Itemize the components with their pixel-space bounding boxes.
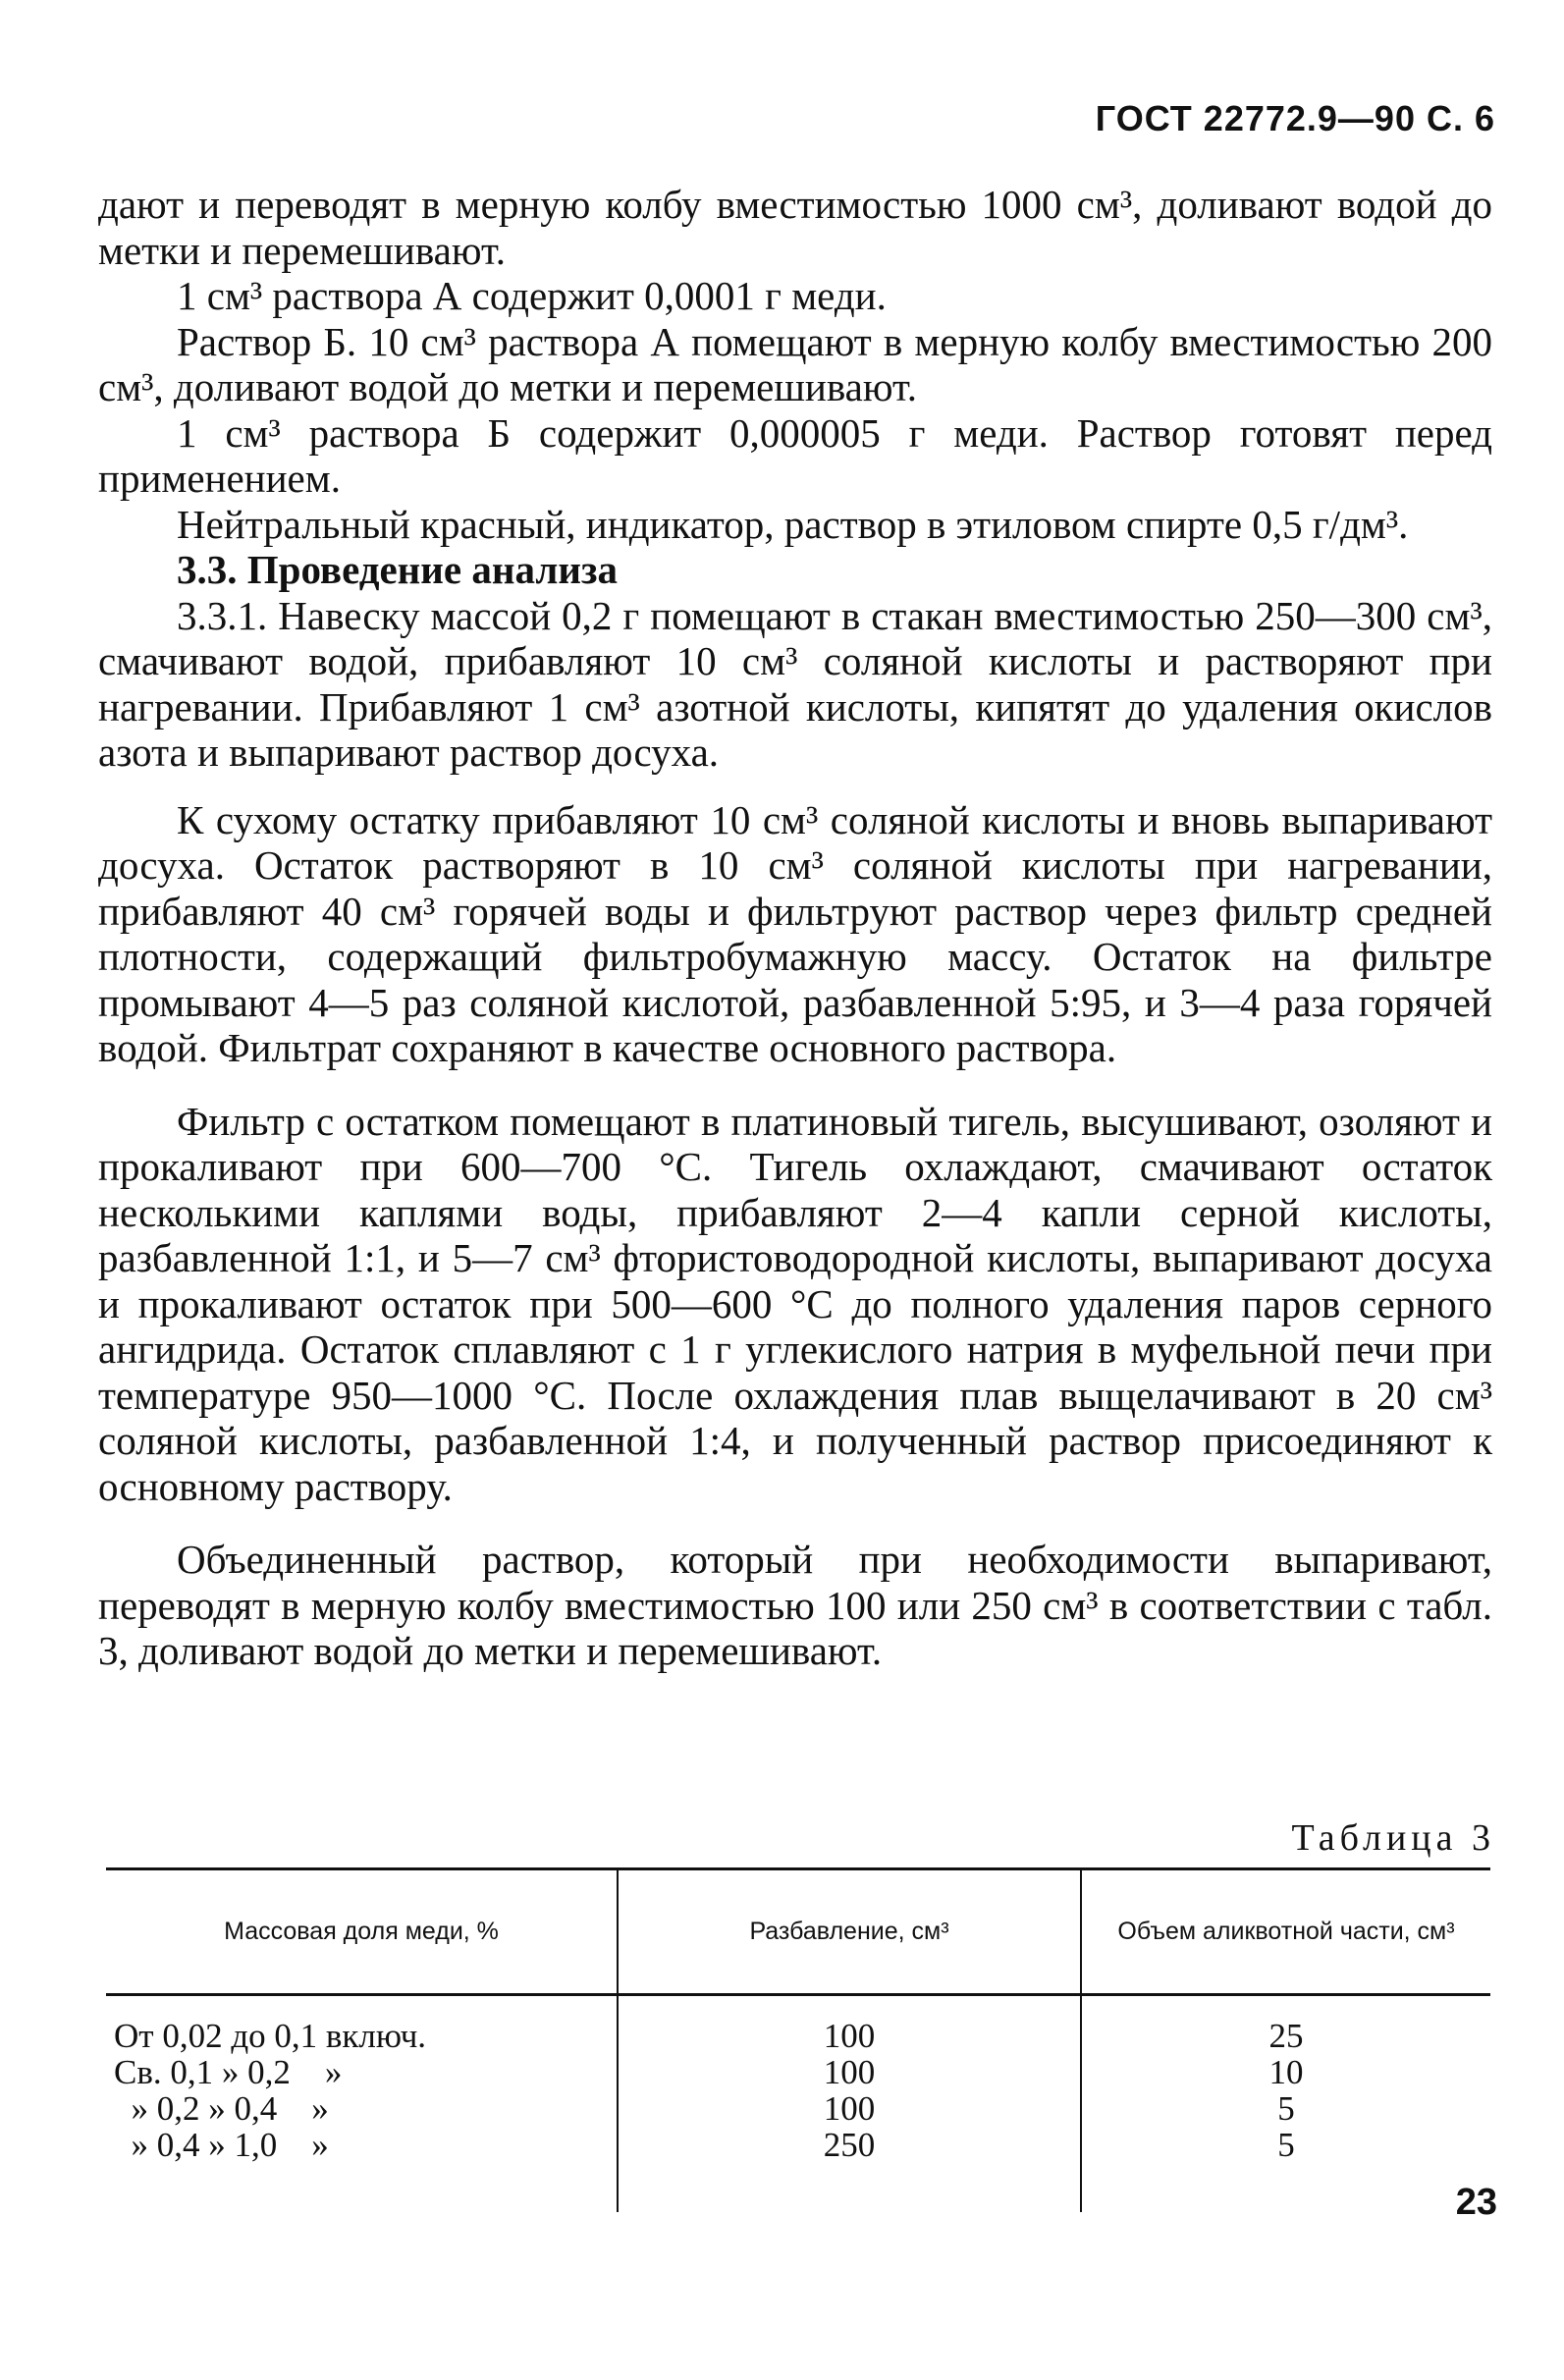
cell-dilution: 100 — [618, 2090, 1081, 2127]
header-mass-fraction: Массовая доля меди, % — [106, 1869, 618, 1995]
cell-mass-fraction: » 0,2 » 0,4 » — [114, 2089, 329, 2128]
table-row — [106, 2054, 1490, 2090]
cell-aliquot: 5 — [1277, 2126, 1295, 2164]
standard-header: ГОСТ 22772.9—90 С. 6 — [1095, 98, 1495, 138]
paragraph: Объединенный раствор, который при необходимости выпаривают, переводят в мерную колбу вместимостью 100 или 250 см³ в соответствии с табл. 3, доливают водой до метки и перемешивают. — [98, 1537, 1492, 1673]
cell-mass-fraction: Св. 0,1 » 0,2 » — [114, 2053, 343, 2091]
paragraph: дают и переводят в мерную колбу вместимостью 1000 см³, доливают водой до метки и перемешивают. — [98, 182, 1492, 273]
table-caption: Таблица 3 — [1291, 1817, 1495, 1859]
paragraph: Нейтральный красный, индикатор, раствор в этиловом спирте 0,5 г/дм³. — [177, 501, 1409, 547]
cell-mass-fraction: » 0,4 » 1,0 » — [114, 2126, 329, 2164]
paragraph: 1 см³ раствора Б содержит 0,000005 г меди. Раствор готовят перед применением. — [98, 409, 1492, 501]
paragraph: 1 см³ раствора А содержит 0,0001 г меди. — [177, 273, 887, 318]
page-number: 23 — [1455, 2182, 1497, 2223]
cell-dilution: 250 — [618, 2127, 1081, 2212]
table-row — [106, 2090, 1490, 2127]
paragraph: 3.3.1. Навеску массой 0,2 г помещают в стакан вместимостью 250—300 см³, смачивают водой, прибавляют 10 см³ соляной кислоты и растворяют при нагревании. Прибавляют 1 см³ азотной кислоты, кипятят до удаления окислов азота и выпаривают раствор досуха. — [98, 592, 1492, 775]
copper-dilution-table — [106, 1867, 1490, 2212]
table-row — [106, 2127, 1490, 2212]
cell-mass-fraction: От 0,02 до 0,1 включ. — [114, 2017, 427, 2055]
table-header-row — [106, 1869, 1490, 1995]
header-dilution: Разбавление, см³ — [618, 1869, 1081, 1995]
section-heading — [98, 547, 1492, 593]
cell-aliquot: 25 — [1268, 2017, 1304, 2055]
cell-aliquot: 5 — [1277, 2089, 1295, 2128]
cell-dilution: 100 — [618, 2054, 1081, 2090]
cell-dilution: 100 — [618, 1995, 1081, 2055]
paragraph: Фильтр с остатком помещают в платиновый тигель, высушивают, озоляют и прокаливают при 600—700 °С. Тигель охлаждают, смачивают остаток несколькими каплями воды, прибавляют 2—4 капли серной кислоты, разбавленной 1:1, и 5—7 см³ фтористоводородной кислоты, выпаривают досуха и прокаливают остаток при 500—600 °С до полного удаления паров серного ангидрида. Остаток сплавляют с 1 г углекислого натрия в муфельной печи при температуре 950—1000 °С. После охлаждения плав выщелачивают в 20 см³ соляной кислоты, разбавленной 1:4, и полученный раствор присоединяют к основному раствору. — [98, 1098, 1492, 1509]
paragraph: Раствор Б. 10 см³ раствора А помещают в мерную колбу вместимостью 200 см³, доливают водой до метки и перемешивают. — [98, 318, 1492, 409]
cell-aliquot: 10 — [1268, 2053, 1304, 2091]
header-aliquot-volume: Объем аликвотной части, см³ — [1081, 1869, 1490, 1995]
body-text — [98, 182, 1492, 1674]
section-heading-text: 3.3. Проведение анализа — [177, 547, 618, 592]
paragraph: К сухому остатку прибавляют 10 см³ соляной кислоты и вновь выпаривают досуха. Остаток растворяют в 10 см³ соляной кислоты при нагревании, прибавляют 40 см³ горячей воды и фильтруют раствор через фильтр средней плотности, содержащий фильтробумажную массу. Остаток на фильтре промывают 4—5 раз соляной кислотой, разбавленной 5:95, и 3—4 раза горячей водой. Фильтрат сохраняют в качестве основного раствора. — [98, 796, 1492, 1070]
table-row — [106, 1995, 1490, 2055]
